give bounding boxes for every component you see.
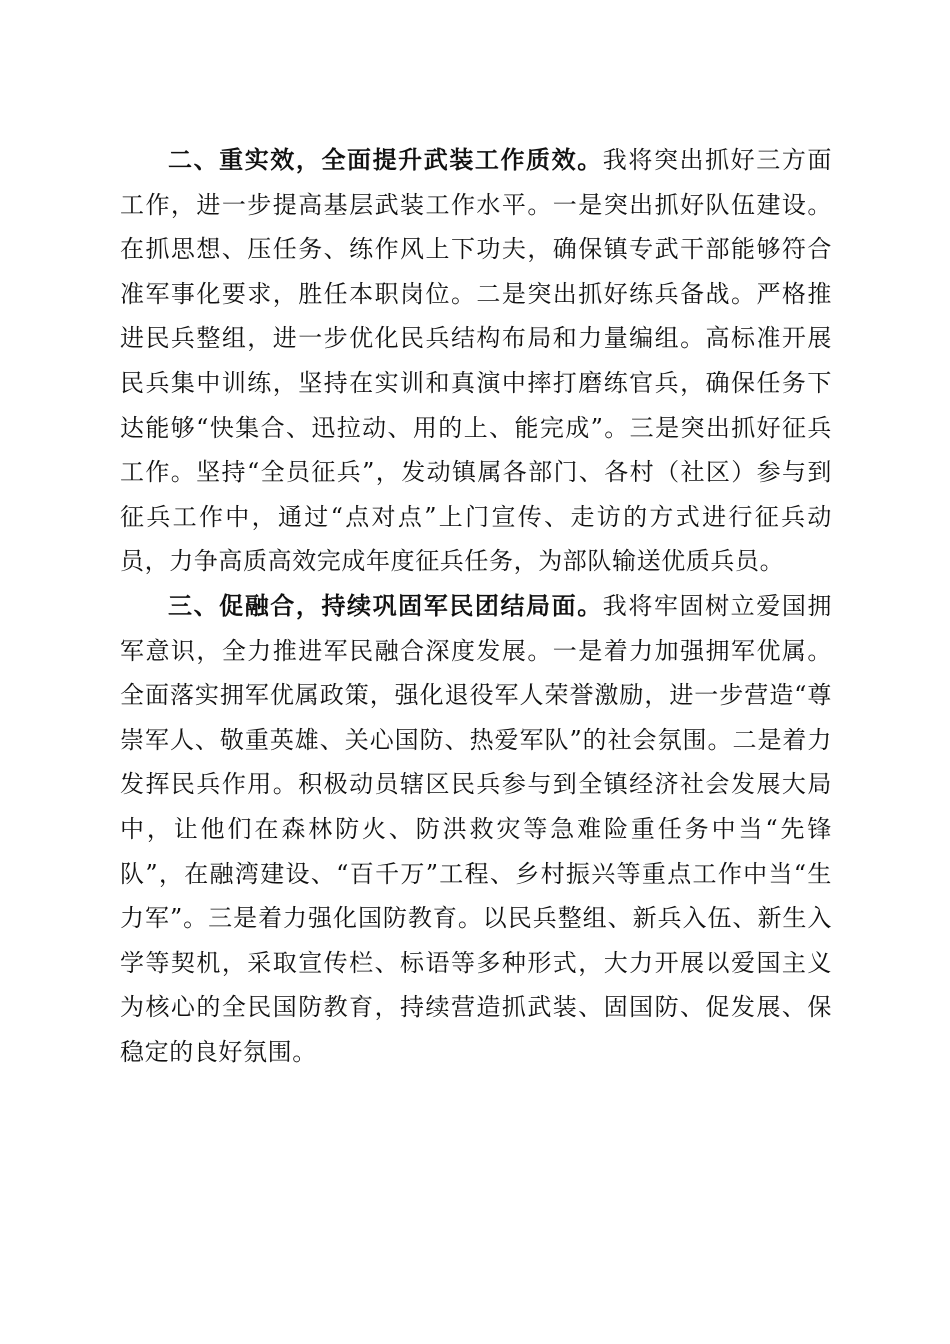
section-two-body: 我将突出抓好三方面工作，进一步提高基层武装工作水平。一是突出抓好队伍建设。在抓思想、压任务、练作风上下功夫，确保镇专武干部能够符合准军事化要求，胜任本职岗位。二是突出抓好练兵备战。严格推进民兵整组，进一步优化民兵结构布局和力量编组。高标准开展民兵集中训练，坚持在实训和真演中摔打磨练官兵，确保任务下达能够“快集合、迅拉动、用的上、能完成”。三是突出抓好征兵工作。坚持“全员征兵”，发动镇属各部门、各村（社区）参与到征兵工作中，通过“点对点”上门宣传、走访的方式进行征兵动员，力争高质高效完成年度征兵任务，为部队输送优质兵员。 (120, 146, 833, 576)
paragraph-section-three (120, 584, 832, 1075)
section-three-body: 我将牢固树立爱国拥军意识，全力推进军民融合深度发展。一是着力加强拥军优属。全面落实拥军优属政策，强化退役军人荣誉激励，进一步营造“尊崇军人、敬重英雄、关心国防、热爱军队”的社会氛围。二是着力发挥民兵作用。积极动员辖区民兵参与到全镇经济社会发展大局中，让他们在森林防火、防洪救灾等急难险重任务中当“先锋队”，在融湾建设、“百千万”工程、乡村振兴等重点工作中当“生力军”。三是着力强化国防教育。以民兵整组、新兵入伍、新生入学等契机，采取宣传栏、标语等多种形式，大力开展以爱国主义为核心的全民国防教育，持续营造抓武装、固国防、促发展、保稳定的良好氛围。 (120, 591, 833, 1066)
section-two-heading: 二、重实效，全面提升武装工作质效。 (168, 146, 603, 174)
paragraph-section-two (120, 138, 832, 584)
document-body (120, 138, 832, 1074)
section-three-heading: 三、促融合，持续巩固军民团结局面。 (168, 591, 603, 620)
